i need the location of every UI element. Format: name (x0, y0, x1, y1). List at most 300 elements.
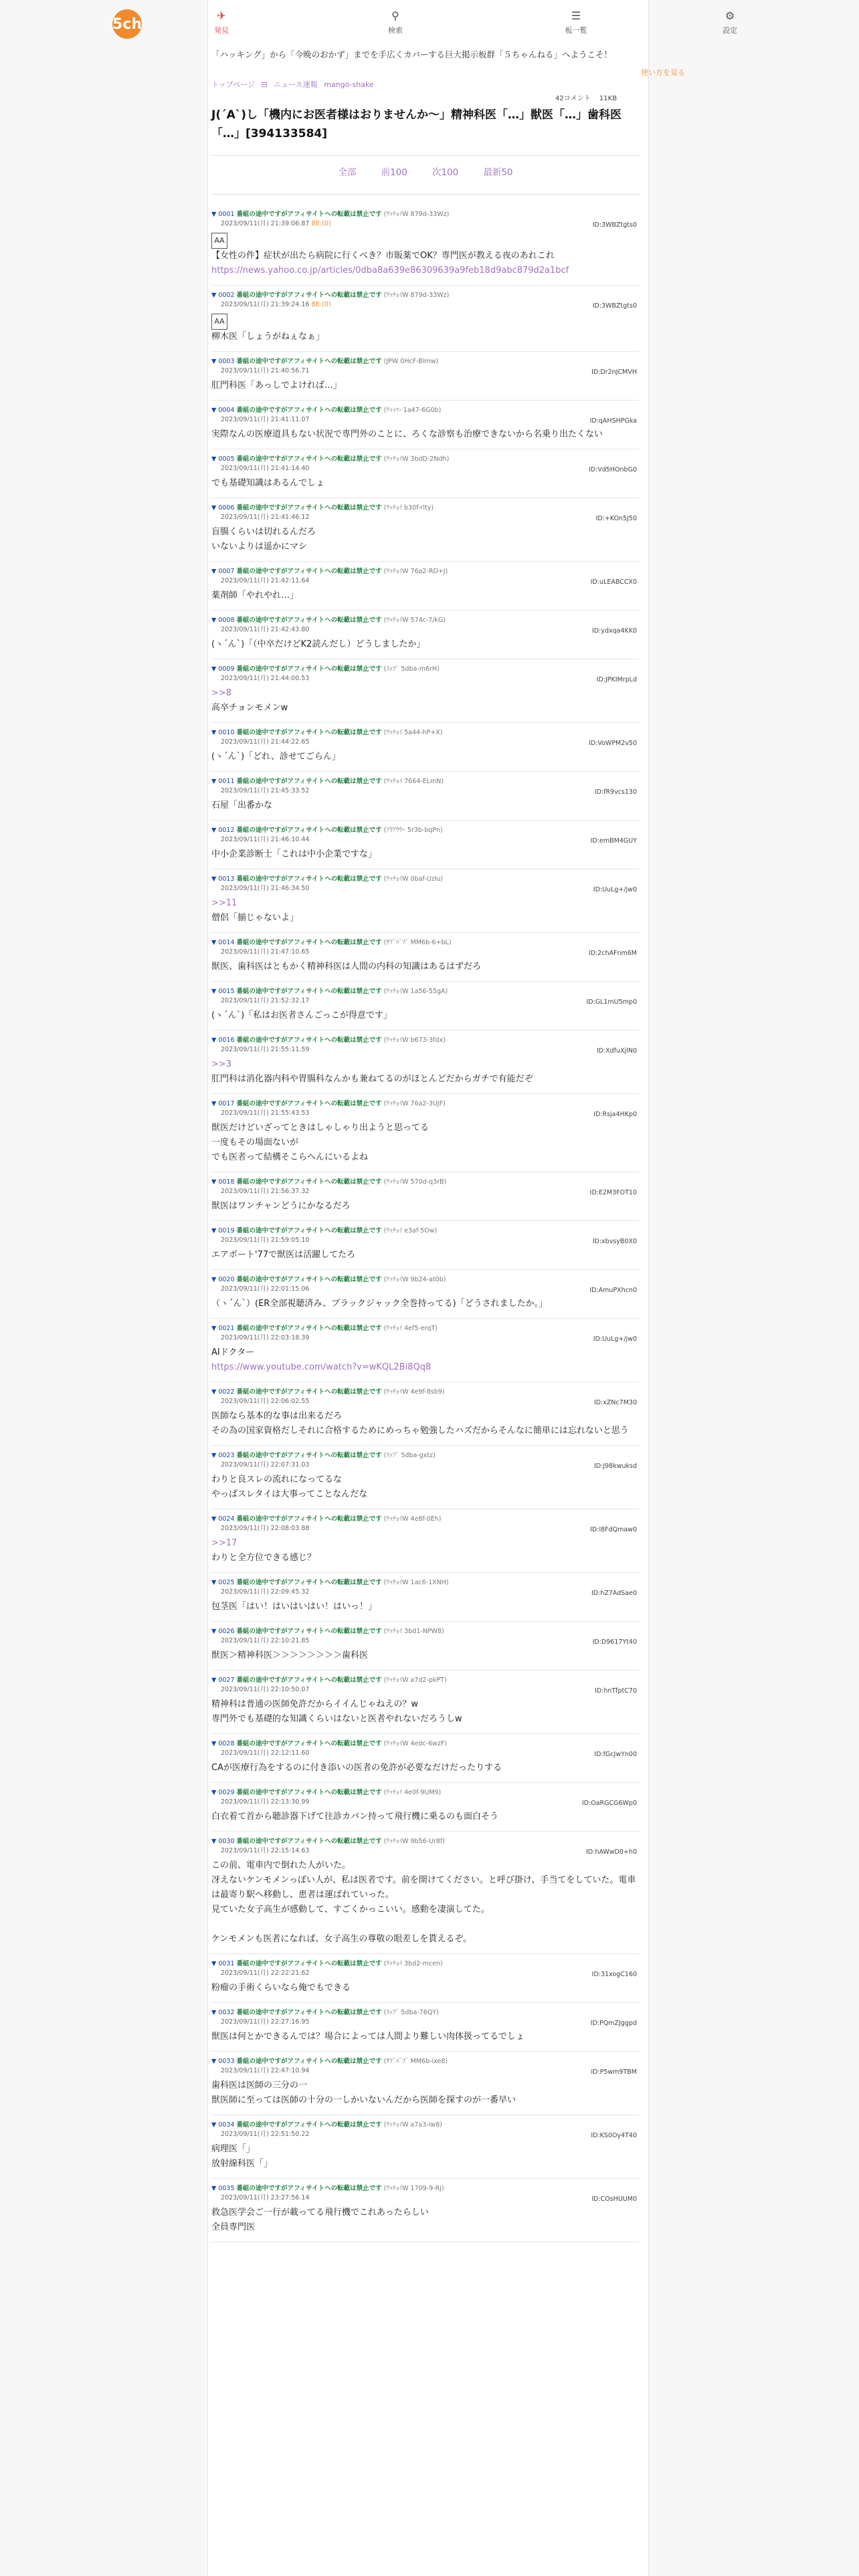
post-date: 2023/09/11(月) 22:51:50.22 (221, 2131, 310, 2138)
post-number[interactable]: ▼ 0004 (211, 407, 235, 414)
pager-latest[interactable]: 最新50 (483, 167, 513, 178)
post-id[interactable]: ID:3WBZtgts0 (592, 302, 637, 310)
post-date-line (211, 2066, 640, 2076)
breadcrumb (211, 79, 378, 90)
thread-size: 11KB (599, 95, 617, 102)
post-body (211, 1536, 640, 1566)
post-number[interactable]: ▼ 0033 (211, 2058, 235, 2065)
post-meta (211, 1515, 640, 1533)
reply-anchor-link[interactable]: >>8 (211, 688, 232, 698)
post-meta (211, 2121, 640, 2139)
post-date-line (211, 835, 640, 845)
post-id[interactable]: ID:J98kwuksd (594, 1463, 637, 1470)
post-item (211, 498, 640, 562)
post-number[interactable]: ▼ 0021 (211, 1325, 235, 1332)
post-author: 番組の途中ですがアフィサイトへの転載は禁止です (236, 1178, 382, 1186)
post-body (211, 1008, 640, 1023)
post-item (211, 1954, 640, 2003)
post-id[interactable]: ID:E2M3FOT10 (589, 1189, 637, 1196)
post-body (211, 1858, 640, 1947)
post-number[interactable]: ▼ 0029 (211, 1789, 235, 1796)
post-id[interactable]: ID:emBM4GUY (590, 837, 637, 845)
pager-prev[interactable]: 前100 (381, 167, 407, 178)
post-id[interactable]: ID:l8FdQmaw0 (590, 1526, 637, 1533)
post-body (211, 2078, 640, 2108)
post-number[interactable]: ▼ 0015 (211, 988, 235, 995)
post-text-line: 獣医だけどいざってときはしゃしゃり出ようと思ってる (211, 1123, 430, 1133)
post-item (211, 2003, 640, 2052)
post-date: 2023/09/11(月) 23:27:56.14 (221, 2194, 310, 2202)
post-text-line: 見ていた女子高生が感動して、すごくかっこいい。感動を凄演してた。 (211, 1905, 490, 1915)
post-number[interactable]: ▼ 0032 (211, 2009, 235, 2016)
post-number[interactable]: ▼ 0030 (211, 1838, 235, 1845)
post-body (211, 427, 640, 442)
post-trip: (ﾜｯﾁｮｲ 7664-ELmN) (383, 778, 444, 785)
post-number[interactable]: ▼ 0005 (211, 455, 235, 463)
post-number[interactable]: ▼ 0017 (211, 1100, 235, 1107)
post-item (211, 1221, 640, 1270)
post-number[interactable]: ▼ 0012 (211, 827, 235, 834)
post-meta (211, 455, 640, 473)
post-meta (211, 2008, 640, 2027)
post-item (211, 1094, 640, 1172)
post-date: 2023/09/11(月) 22:01:15.06 (221, 1285, 310, 1293)
compass-icon: ✈ (217, 9, 226, 22)
post-date-line (211, 300, 640, 310)
post-item (211, 1319, 640, 1382)
post-text-line: でも基礎知識はあるんでしょ (211, 478, 325, 488)
post-body (211, 1697, 640, 1727)
post-number[interactable]: ▼ 0011 (211, 778, 235, 785)
post-date: 2023/09/11(月) 21:41:14.40 (221, 465, 310, 472)
post-number[interactable]: ▼ 0010 (211, 729, 235, 736)
post-trip: (ﾜｯﾁｮｲW 76a2-RD+J) (383, 568, 448, 575)
post-id[interactable]: ID:KS0Oy4T40 (591, 2132, 637, 2139)
post-meta (211, 1275, 640, 1294)
post-body (211, 1297, 640, 1311)
post-text-line: (ヽ´ん`)「私はお医者さんごっこが得意です」 (211, 1010, 392, 1021)
post-author: 番組の途中ですがアフィサイトへの転載は禁止です (236, 729, 382, 736)
post-trip: (ｱｳｱｳｳｰ 5r3b-bqPn) (383, 827, 443, 834)
post-date-line (211, 415, 640, 425)
post-number[interactable]: ▼ 0016 (211, 1037, 235, 1044)
post-item (211, 611, 640, 659)
post-body (211, 896, 640, 926)
post-author: 番組の途中ですがアフィサイトへの転載は禁止です (236, 1628, 382, 1635)
post-body (211, 2030, 640, 2044)
post-trip: (ﾜｯﾁｮｲW b673-3fdx) (383, 1037, 446, 1044)
post-date: 2023/09/11(月) 22:10:21.85 (221, 1637, 310, 1644)
post-text-line: 薬剤師「やれやれ…」 (211, 591, 299, 601)
nav-settings[interactable] (693, 9, 767, 35)
post-item (211, 1832, 640, 1954)
post-id[interactable]: ID:2chAFnm6M (588, 950, 637, 957)
post-id[interactable]: ID:ydxqa4KK0 (592, 627, 637, 635)
post-author: 番組の途中ですがアフィサイトへの転載は禁止です (236, 1276, 382, 1283)
post-item (211, 2179, 640, 2242)
post-id[interactable]: ID:xZNc7M30 (593, 1399, 637, 1406)
post-meta (211, 2184, 640, 2203)
post-text-line: この前、電車内で倒れた人がいた。 (211, 1860, 351, 1870)
post-date-line (211, 1969, 640, 1978)
post-author: 番組の途中ですがアフィサイトへの転載は禁止です (236, 2009, 382, 2016)
nav-boards[interactable] (539, 9, 613, 35)
pager-next[interactable]: 次100 (432, 167, 459, 178)
post-number[interactable]: ▼ 0031 (211, 1960, 235, 1967)
post-date-line (211, 1236, 640, 1245)
post-date-line (211, 1285, 640, 1294)
welcome-banner: 「ハッキング」から「今晩のおかず」までを手広くカバーする巨大掲示板群「５ちゃんねる」へようこそ！ (211, 49, 613, 60)
post-item (211, 659, 640, 723)
post-list (211, 205, 640, 2242)
post-date-line (211, 1685, 640, 1695)
post-id[interactable]: ID:P5wm9TBM (591, 2068, 637, 2076)
breadcrumb-separator-icon: ⊟ (261, 80, 268, 89)
post-date: 2023/09/11(月) 21:39:06.87 (221, 220, 310, 227)
reply-anchor-link[interactable]: >>11 (211, 898, 237, 908)
post-id[interactable]: ID:hnTfptC70 (595, 1687, 637, 1695)
post-author: 番組の途中ですがアフィサイトへの転載は禁止です (236, 2121, 382, 2129)
post-number[interactable]: ▼ 0034 (211, 2121, 235, 2129)
nav-discover[interactable] (185, 9, 258, 35)
post-item (211, 1172, 640, 1221)
post-id[interactable]: ID:qAHSHPGka (589, 417, 637, 425)
post-meta (211, 875, 640, 893)
post-date: 2023/09/11(月) 21:46:10.44 (221, 836, 310, 843)
post-item (211, 401, 640, 449)
post-id[interactable]: ID:UuLg+/jw0 (593, 1335, 637, 1343)
post-id[interactable]: ID:JPKIMrpLd (596, 676, 637, 683)
post-author: 番組の途中ですがアフィサイトへの転載は禁止です (236, 2058, 382, 2065)
list-icon: ☰ (571, 9, 581, 22)
post-author: 番組の途中ですがアフィサイトへの転載は禁止です (236, 568, 382, 575)
post-date: 2023/09/11(月) 22:03:18.39 (221, 1334, 310, 1341)
post-author: 番組の途中ですがアフィサイトへの転載は禁止です (236, 1960, 382, 1967)
post-date-line (211, 2193, 640, 2203)
post-id[interactable]: ID:XdfuXjlN0 (596, 1047, 637, 1055)
post-text-line: ケンモメンも医者になれば、女子高生の尊敬の眼差しを貰えるぞ。 (211, 1934, 472, 1944)
post-item (211, 1446, 640, 1509)
post-text-line: 冴えないケンモメンっぽい人が、私は医者です。前を開けてください。と呼び掛け、手当てをしていた。電車は最寄り駅へ移動し、患者は運ばれていった。 (211, 1875, 636, 1900)
post-number[interactable]: ▼ 0008 (211, 617, 235, 624)
be-avatar-icon: AA (211, 314, 227, 330)
post-number[interactable]: ▼ 0027 (211, 1677, 235, 1684)
post-text-line: CAが医療行為をするのに付き添いの医者の免許が必要なだけだったりする (211, 1763, 502, 1773)
post-id[interactable]: ID:Vd5HOnbG0 (589, 466, 637, 473)
breadcrumb-board[interactable]: ニュース速報 (274, 80, 318, 89)
post-id[interactable]: ID:Dr2nJCMVH (591, 368, 637, 376)
post-meta (211, 728, 640, 747)
post-date-line (211, 513, 640, 522)
post-number[interactable]: ▼ 0002 (211, 292, 235, 299)
post-trip: (ﾜｯﾁｮｲ 5a44-hP+X) (383, 729, 443, 736)
post-number[interactable]: ▼ 0013 (211, 875, 235, 883)
post-text-line: 専門外でも基礎的な知識くらいはないと医者やれないだろうしw (211, 1714, 462, 1724)
post-meta (211, 357, 640, 376)
post-date-line (211, 1524, 640, 1533)
post-date: 2023/09/11(月) 21:44:00.53 (221, 675, 310, 682)
post-date-line (211, 1187, 640, 1196)
post-body (211, 476, 640, 491)
post-author: 番組の途中ですがアフィサイトへの転載は禁止です (236, 1789, 382, 1796)
post-text-line: 全員専門医 (211, 2222, 256, 2232)
post-trip: (ｽｯﾌﾟ 5dba-76QY) (383, 2009, 439, 2016)
post-text-line: (ヽ´ん`)「（中卒だけどK2読んだし）どうしましたか」 (211, 639, 425, 649)
post-date: 2023/09/11(月) 21:56:37.32 (221, 1188, 310, 1195)
breadcrumb-server[interactable]: mango-shake (324, 80, 374, 89)
post-item (211, 1671, 640, 1734)
post-date-line (211, 786, 640, 796)
post-id[interactable]: ID:Rsja4HKp0 (593, 1111, 637, 1118)
post-date: 2023/09/11(月) 21:42:11.64 (221, 577, 310, 584)
post-number[interactable]: ▼ 0025 (211, 1579, 235, 1586)
post-author: 番組の途中ですがアフィサイトへの転載は禁止です (236, 1579, 382, 1586)
post-trip: (ﾜｯﾁｮｲW 0baf-UzIu) (383, 875, 444, 883)
post-body (211, 750, 640, 764)
post-id[interactable]: ID:xbvsyB0X0 (592, 1238, 637, 1245)
post-id[interactable]: ID:fGcJwYn00 (594, 1751, 637, 1758)
post-date: 2023/09/11(月) 21:55:11.59 (221, 1046, 310, 1053)
post-date-line (211, 219, 640, 229)
post-text-line: いないよりは遥かにマシ (211, 542, 308, 552)
post-meta (211, 1627, 640, 1646)
post-meta (211, 987, 640, 1006)
post-trip: (ﾜｯﾁｮｲ 4e0f-9UM9) (383, 1789, 442, 1796)
post-id[interactable]: ID:COsHUUM0 (591, 2195, 637, 2203)
post-id[interactable]: ID:VoWPM2v50 (589, 740, 637, 747)
post-date: 2023/09/11(月) 21:39:24.16 (221, 301, 310, 308)
post-author: 番組の途中ですがアフィサイトへの転載は禁止です (236, 2185, 382, 2192)
post-body (211, 686, 640, 716)
post-body (211, 231, 640, 278)
post-number[interactable]: ▼ 0006 (211, 504, 235, 512)
post-body (211, 1648, 640, 1663)
post-text-line: その為の国家資格だしそれに合格するためにめっちゃ勉強したハズだからそんなに簡単には忘れないと思う (211, 1426, 629, 1436)
post-date-line (211, 576, 640, 586)
post-trip: (ﾜｯﾁｮｲW 879d-33Wz) (383, 211, 450, 218)
post-text-line: 中小企業診断士「これは中小企業ですな」 (211, 849, 377, 859)
post-date: 2023/09/11(月) 21:46:34.50 (221, 885, 310, 892)
post-item (211, 2052, 640, 2115)
post-date-line (211, 2130, 640, 2139)
post-meta (211, 567, 640, 586)
post-id[interactable]: ID:D9617Yt40 (592, 1638, 637, 1646)
post-number[interactable]: ▼ 0035 (211, 2185, 235, 2192)
post-body (211, 1600, 640, 1614)
post-date: 2023/09/11(月) 22:22:21.62 (221, 1969, 310, 1977)
reply-anchor-link[interactable]: >>17 (211, 1538, 237, 1548)
thread-stats (549, 92, 617, 102)
post-number[interactable]: ▼ 0020 (211, 1276, 235, 1283)
post-trip: (ﾜｯﾁｮｲW 9b24-at0b) (383, 1276, 446, 1283)
post-date: 2023/09/11(月) 22:12:11.60 (221, 1749, 310, 1757)
post-body (211, 1981, 640, 1996)
post-author: 番組の途中ですがアフィサイトへの転載は禁止です (236, 827, 382, 834)
post-number[interactable]: ▼ 0009 (211, 665, 235, 673)
post-text-line: AIドクター (211, 1348, 255, 1358)
post-id[interactable]: ID:3WBZtgts0 (592, 221, 637, 229)
post-text-line: (ヽ´ん`)「どれ、診せてごらん」 (211, 752, 341, 762)
post-number[interactable]: ▼ 0028 (211, 1740, 235, 1747)
post-item (211, 1783, 640, 1832)
post-text-line: わりと良スレの流れになってるな (211, 1475, 343, 1485)
post-id[interactable]: ID:+KOn5J50 (595, 515, 637, 522)
post-trip: (ﾜｯﾁｮｲW 9b56-Ur8f) (383, 1838, 446, 1845)
post-id[interactable]: ID:hAWwD0+h0 (586, 1848, 637, 1856)
site-logo[interactable]: 5ch (112, 9, 142, 39)
pager-all[interactable]: 全部 (338, 167, 357, 178)
post-id[interactable]: ID:GL1mU5mp0 (586, 998, 637, 1006)
post-text-line (211, 1917, 640, 1932)
post-id[interactable]: ID:UuLg+/jw0 (593, 886, 637, 893)
post-date: 2023/09/11(月) 22:07:31.03 (221, 1461, 310, 1469)
post-date-line (211, 464, 640, 473)
post-body (211, 1810, 640, 1824)
post-date: 2023/09/11(月) 21:45:33.52 (221, 787, 310, 794)
breadcrumb-top[interactable]: トップページ (211, 80, 256, 89)
post-body (211, 2206, 640, 2235)
post-trip: (ｻﾌﾞﾊﾞﾌﾞ MM6b-6+bL) (383, 939, 452, 946)
post-text-line: 白衣着て首から聴診器下げて往診カバン持って飛行機に乗るのも面白そう (211, 1812, 499, 1822)
post-trip: (ﾜｯﾁｮｲW 574c-7/kG) (383, 617, 446, 624)
post-be[interactable]: BE:(0) (311, 220, 331, 227)
post-meta (211, 406, 640, 425)
post-body (211, 1121, 640, 1165)
post-body (211, 588, 640, 603)
post-date: 2023/09/11(月) 21:41:46.12 (221, 514, 310, 521)
thread-title: J(´A`)し「機内にお医者様はおりませんか～」精神科医「…」獣医「…」歯科医「…」[394133584] (211, 108, 622, 140)
post-number[interactable]: ▼ 0003 (211, 358, 235, 365)
post-author: 番組の途中ですがアフィサイトへの転載は禁止です (236, 1838, 382, 1845)
post-date: 2023/09/11(月) 21:40:56.71 (221, 367, 310, 374)
post-body (211, 379, 640, 393)
post-date-line (211, 1588, 640, 1597)
post-trip: (ﾜｯﾁｮｲW 4edc-6wzF) (383, 1740, 448, 1747)
post-date-line (211, 625, 640, 635)
post-body (211, 1761, 640, 1776)
post-trip: (ﾜｯﾁｮｲW 3bdD-2Ndh) (383, 455, 450, 463)
post-item (211, 205, 640, 286)
post-text-line: 放射線科医「」 (211, 2159, 273, 2169)
post-text-line: 病理医「」 (211, 2144, 256, 2154)
post-date-line (211, 1461, 640, 1470)
post-text-line: 肛門科は消化器内科や胃腸科なんかも兼ねてるのがほとんどだからガチで有能だぞ (211, 1074, 533, 1084)
post-text-line: 獣医はワンチャンどうにかなるだろ (211, 1201, 351, 1211)
post-author: 番組の途中ですがアフィサイトへの転載は禁止です (236, 1452, 382, 1459)
post-trip: (ｽｯﾌﾟ 5dba-m6rH) (383, 665, 440, 673)
post-text-line: 精神科は普通の医師免許だからイイんじゃねえの？w (211, 1699, 418, 1709)
post-item (211, 1573, 640, 1622)
post-text-line: わりと全方位できる感じ？ (211, 1553, 316, 1563)
post-meta (211, 504, 640, 522)
post-body (211, 960, 640, 974)
post-body (211, 1248, 640, 1263)
post-meta (211, 826, 640, 845)
post-number[interactable]: ▼ 0007 (211, 568, 235, 575)
post-id[interactable]: ID:fR9vcs130 (594, 788, 637, 796)
nav-boards-label: 板一覧 (565, 26, 587, 35)
post-trip: (ﾜｯﾁｮｲ 3bd2-mcen) (383, 1960, 443, 1967)
post-trip: (ﾜｯﾁｮｲW 4e9f-8sb9) (383, 1388, 445, 1396)
post-text-line: 柳木医「しょうがねぇなぁ」 (211, 332, 325, 342)
post-date-line (211, 1749, 640, 1758)
post-body (211, 847, 640, 862)
post-trip: (ﾜｯﾁｮｲW 570d-q3rB) (383, 1178, 447, 1186)
post-trip: (ﾜｯﾁｮｲW 1709-9-Rj) (383, 2185, 444, 2192)
post-date: 2023/09/11(月) 21:59:05.10 (221, 1237, 310, 1244)
reply-anchor-link[interactable]: >>3 (211, 1059, 232, 1069)
post-meta (211, 1739, 640, 1758)
post-id[interactable]: ID:hZ7AdSae0 (591, 1590, 637, 1597)
post-trip: (ｻﾌﾞﾊﾞﾌﾞ MM6b-ixe8) (383, 2058, 448, 2065)
post-text-line: でも医者って結構そこらへんにいるよね (211, 1152, 369, 1162)
post-text-line: 救急医学会ご一行が載ってる飛行機でこれあったらしい (211, 2208, 429, 2218)
post-trip: (ｽｯﾌﾟ 5dba-gxtz) (383, 1452, 436, 1459)
post-date: 2023/09/11(月) 22:47:10.94 (221, 2067, 310, 2074)
post-number[interactable]: ▼ 0023 (211, 1452, 235, 1459)
post-date-line (211, 738, 640, 747)
post-author: 番組の途中ですがアフィサイトへの転載は禁止です (236, 988, 382, 995)
post-author: 番組の途中ですがアフィサイトへの転載は禁止です (236, 1037, 382, 1044)
post-url-link[interactable]: https://www.youtube.com/watch?v=wKQL2Bi8Qq8 (211, 1362, 432, 1372)
post-id[interactable]: ID:PQmZJggpd (590, 2020, 637, 2027)
post-date-line (211, 1397, 640, 1406)
post-id[interactable]: ID:uLEABCCX0 (590, 578, 637, 586)
post-trip: (ﾜｯﾁｮｲ b30f-rlty) (383, 504, 434, 512)
post-id[interactable]: ID:31xogC160 (591, 1971, 637, 1978)
post-trip: (ﾜｯﾁｮｲ 4ef5-erqT) (383, 1325, 438, 1332)
post-text-line: 医師なら基本的な事は出来るだろ (211, 1411, 343, 1421)
help-link[interactable]: 使い方を見る (641, 68, 685, 77)
post-number[interactable]: ▼ 0022 (211, 1388, 235, 1396)
post-number[interactable]: ▼ 0024 (211, 1515, 235, 1523)
nav-settings-label: 設定 (723, 26, 737, 35)
post-text-line: 獣医は何とかできるんでは？場合によっては人間より難しい肉体扱ってるでしょ (211, 2032, 524, 2042)
post-author: 番組の途中ですがアフィサイトへの転載は禁止です (236, 875, 382, 883)
post-date: 2023/09/11(月) 21:42:43.80 (221, 626, 310, 633)
top-nav (207, 0, 737, 43)
post-meta (211, 1676, 640, 1695)
post-meta (211, 1578, 640, 1597)
post-date-line (211, 1798, 640, 1807)
post-trip: (ﾜｯﾁｮｲW 76a2-3UJF) (383, 1100, 446, 1107)
post-url-link[interactable]: https://news.yahoo.co.jp/articles/0dba8a639e86309639a9feb18d9abc879d2a1bcf (211, 265, 569, 276)
post-date-line (211, 996, 640, 1006)
post-id[interactable]: ID:OaRGCG6Wp0 (581, 1800, 637, 1807)
post-trip: (ﾜｯﾁｮｲW 1ac6-1XNH) (383, 1579, 449, 1586)
post-id[interactable]: ID:AmuPXhcn0 (589, 1287, 637, 1294)
post-trip: (ﾜｯﾁｮｲW 4e8f-0Eh) (383, 1515, 442, 1523)
post-number[interactable]: ▼ 0019 (211, 1227, 235, 1235)
nav-search-label: 検索 (388, 26, 403, 35)
post-number[interactable]: ▼ 0026 (211, 1628, 235, 1635)
post-author: 番組の途中ですがアフィサイトへの転載は禁止です (236, 778, 382, 785)
post-item (211, 352, 640, 401)
post-item (211, 1382, 640, 1446)
post-text-line: エアポート'77で獣医は活躍してたろ (211, 1250, 356, 1260)
nav-search[interactable] (359, 9, 432, 35)
post-meta (211, 291, 640, 310)
post-body (211, 1057, 640, 1087)
post-body (211, 1473, 640, 1502)
post-number[interactable]: ▼ 0001 (211, 211, 235, 218)
post-number[interactable]: ▼ 0014 (211, 939, 235, 946)
post-text-line: 【女性の件】症状が出たら病院に行くべき？市販薬でOK？専門医が教える夜のあれこれ (211, 251, 555, 261)
post-number[interactable]: ▼ 0018 (211, 1178, 235, 1186)
post-item (211, 2115, 640, 2179)
post-be[interactable]: BE:(0) (311, 301, 331, 308)
post-date: 2023/09/11(月) 22:15:14.63 (221, 1847, 310, 1854)
